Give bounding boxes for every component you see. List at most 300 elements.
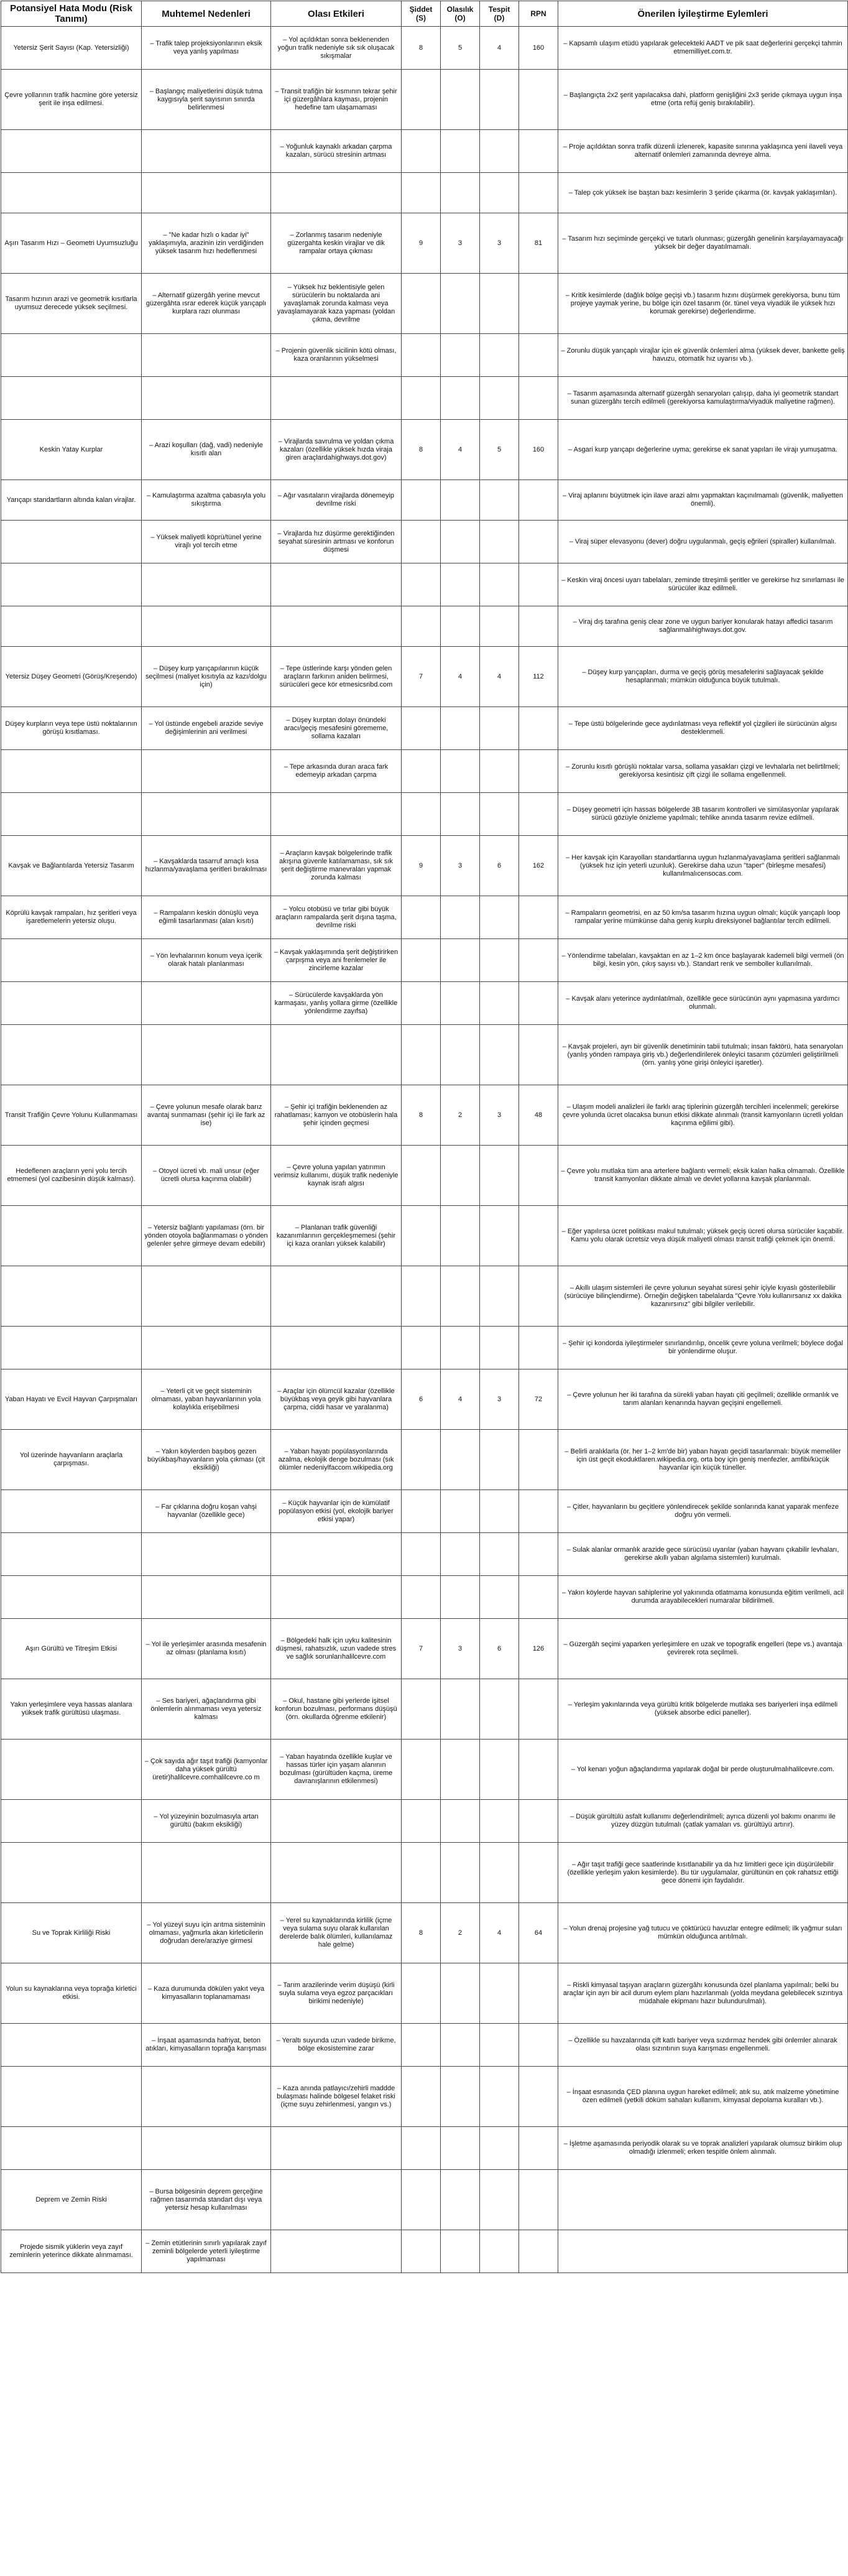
cell-cause: – Otoyol ücreti vb. mali unsur (eğer ücretli olursa kaçınma olabilir) [142,1146,271,1206]
cell-effect: – Araçlar için ölümcül kazalar (özellikle büyükbaş veya geyik gibi hayvanlara çarpma, ciddi hasar ve yaralanma) [271,1369,402,1430]
header-actions: Önerilen İyileştirme Eylemleri [558,1,848,27]
cell-occurrence [441,130,480,173]
table-row [1,1146,848,1206]
cell-action: – Kapsamlı ulaşım etüdü yapılarak gelecekteki AADT ve pik saat değerlerini gerçekçi tahmin etmemilliyet.com.tr. [558,27,848,70]
cell-effect: – Yolcu otobüsü ve tırlar gibi büyük araçların rampalarda şerit dışına taşma, devrilme riski [271,896,402,939]
cell-failure-mode [1,2024,142,2067]
cell-cause [142,1327,271,1369]
cell-severity [402,2127,441,2170]
cell-effect: – Kavşak yaklaşımında şerit değiştirirken çarpışma veya ani frenlemeler ile zincirleme kazalar [271,939,402,982]
cell-severity [402,750,441,793]
cell-severity [402,1490,441,1533]
cell-cause [142,130,271,173]
cell-failure-mode: Aşırı Gürültü ve Titreşim Etkisi [1,1619,142,1679]
table-row [1,793,848,836]
cell-severity [402,1533,441,1576]
cell-severity [402,2067,441,2127]
cell-cause: – Ses bariyeri, ağaçlandırma gibi önlemlerin alınmaması veya yetersiz kalması [142,1679,271,1740]
cell-occurrence [441,2127,480,2170]
cell-occurrence: 4 [441,647,480,707]
cell-detection [480,750,519,793]
cell-action [558,2170,848,2230]
cell-cause: – Yön levhalarının konum veya içerik olarak hatalı planlanması [142,939,271,982]
cell-action: – Düşey geometri için hassas bölgelerde 3B tasarım kontrolleri ve simülasyonlar yapılarak sürücü gözüyle önizleme yapılmalı; tehlike anında tasarım revize edilmeli. [558,793,848,836]
cell-failure-mode [1,2127,142,2170]
cell-occurrence [441,939,480,982]
cell-rpn [519,1490,558,1533]
table-row [1,1843,848,1903]
cell-action: – Eğer yapılırsa ücret politikası makul tutulmalı; yüksek geçiş ücreti olursa sürücüler kaçabilir. Kamu yolu olarak ücretsiz veya düşük maliyetli olması transit trafiği çekmek için önemli. [558,1206,848,1266]
table-row [1,521,848,563]
cell-detection: 3 [480,1085,519,1146]
cell-effect [271,563,402,606]
cell-action: – Akıllı ulaşım sistemleri ile çevre yolunun seyahat süresi şehir içiyle kıyaslı gösterilebilir (sürücüye bilinçlendirme). Örneğin değişken tabelalarda "Çevre Yolu kullanırsanız xx dakika kazanırsınız" gibi bilgiler verilebilir. [558,1266,848,1327]
cell-effect: – Araçların kavşak bölgelerinde trafik akışına güvenle katılamaması, sık sık şerit değiştirme manevraları yapmak zorunda kalması [271,836,402,896]
cell-rpn [519,334,558,377]
cell-effect: – Ağır vasıtaların virajlarda dönemeyip devrilme riski [271,480,402,521]
cell-failure-mode: Projede sismik yüklerin veya zayıf zeminlerin yeterince dikkate alınmaması. [1,2230,142,2273]
cell-severity [402,1740,441,1800]
cell-effect: – Çevre yoluna yapılan yatırımın verimsiz kullanımı, düşük trafik nedeniyle kaynak israfı algısı [271,1146,402,1206]
cell-cause: – Yol yüzeyi suyu için arıtma sisteminin olmaması, yağmurla akan kirleticilerin doğrudan dere/araziye girmesi [142,1903,271,1963]
cell-severity: 9 [402,213,441,274]
cell-rpn [519,707,558,750]
cell-failure-mode [1,1266,142,1327]
cell-detection: 4 [480,647,519,707]
cell-severity [402,1206,441,1266]
cell-action: – Kavşak alanı yeterince aydınlatılmalı, özellikle gece sürücünün aynı yapmasına yardımcı olunmalı. [558,982,848,1025]
fmea-table [1,1,848,2273]
cell-failure-mode [1,982,142,1025]
cell-failure-mode [1,1025,142,1085]
table-row [1,1800,848,1843]
cell-failure-mode [1,1490,142,1533]
cell-detection [480,2024,519,2067]
cell-rpn [519,130,558,173]
cell-severity [402,274,441,334]
cell-action: – Yönlendirme tabelaları, kavşaktan en az 1–2 km önce başlayarak kademeli bilgi vermeli (ön bilgi, kesin yön, çıkış sayısı vb.). Standart renk ve semboller kullanılmalı. [558,939,848,982]
header-mode: Potansiyel Hata Modu (Risk Tanımı) [1,1,142,27]
table-row [1,274,848,334]
table-row [1,213,848,274]
cell-occurrence [441,1533,480,1576]
cell-cause [142,334,271,377]
cell-action: – Her kavşak için Karayolları standartlarına uygun hızlanma/yavaşlama şeritleri sağlanmalı (yüksek hız için yeterli uzunluk). Gerekirse daha uzun "taper" (birleşme mesafesi) kullanılmalıcensocas.com. [558,836,848,896]
cell-occurrence [441,1430,480,1490]
cell-effect [271,1533,402,1576]
cell-occurrence: 3 [441,213,480,274]
cell-effect: – Transit trafiğin bir kısmının tekrar şehir içi güzergâhlara kayması, projenin hedefine tam ulaşamaması [271,70,402,130]
cell-detection: 6 [480,1619,519,1679]
cell-rpn: 48 [519,1085,558,1146]
cell-rpn [519,982,558,1025]
cell-detection [480,1266,519,1327]
cell-severity [402,2170,441,2230]
table-row [1,1206,848,1266]
cell-failure-mode [1,130,142,173]
cell-action: – Rampaların geometrisi, en az 50 km/sa tasarım hızına uygun olmalı; küçük yarıçaplı loop rampalar yerine mümkünse daha geniş kurplu direksiyonel bağlantılar tercih edilmeli. [558,896,848,939]
cell-occurrence [441,2170,480,2230]
table-row [1,70,848,130]
cell-occurrence [441,750,480,793]
cell-severity [402,521,441,563]
table-row [1,334,848,377]
cell-failure-mode: Deprem ve Zemin Riski [1,2170,142,2230]
cell-rpn: 64 [519,1903,558,1963]
cell-action: – Talep çok yüksek ise baştan bazı kesimlerin 3 şeride çıkarma (ör. kavşak yaklaşımları). [558,173,848,213]
cell-effect: – Virajlarda savrulma ve yoldan çıkma kazaları (özellikle yüksek hızda viraja giren araçlardahighways.dot.gov) [271,420,402,480]
cell-failure-mode [1,606,142,647]
cell-failure-mode: Kavşak ve Bağlantılarda Yetersiz Tasarım [1,836,142,896]
cell-cause [142,1533,271,1576]
cell-rpn [519,1146,558,1206]
cell-detection [480,793,519,836]
cell-detection [480,1025,519,1085]
cell-action: – Yolun drenaj projesine yağ tutucu ve çöktürücü havuzlar entegre edilmeli; ilk yağmur suları mümkün olduğunca arıtılmalı. [558,1903,848,1963]
cell-rpn [519,1025,558,1085]
cell-effect: – Yüksek hız beklentisiyle gelen sürücülerin bu noktalarda ani yavaşlamak zorunda kalması veya yavaşlamayarak kaza yapması (yoldan çıkma, devrilme [271,274,402,334]
cell-cause [142,1025,271,1085]
cell-cause: – Arazi koşulları (dağ, vadi) nedeniyle kısıtlı alan [142,420,271,480]
cell-cause: – Far çıklarına doğru koşan vahşi hayvanlar (özellikle gece) [142,1490,271,1533]
cell-occurrence [441,1963,480,2024]
cell-occurrence [441,1206,480,1266]
cell-detection [480,563,519,606]
cell-cause: – Yeterli çit ve geçit sisteminin olmaması, yaban hayvanlarının yola kolaylıkla erişebilmesi [142,1369,271,1430]
cell-detection [480,1963,519,2024]
cell-effect [271,793,402,836]
cell-failure-mode [1,1327,142,1369]
cell-action: – Çevre yolu mutlaka tüm ana arterlere bağlantı vermeli; eksik kalan halka olmamalı. Özellikle transit kamyonları dikkate almalı ve devlet yollarına kavşak planlanmalı. [558,1146,848,1206]
cell-cause [142,1843,271,1903]
table-row [1,27,848,70]
cell-occurrence: 2 [441,1903,480,1963]
cell-action: – İnşaat esnasında ÇED planına uygun hareket edilmeli; atık su, atık malzeme yönetimine özen edilmeli (yetkili döküm sahaları kullanım, kimyasal depolama kuralları vb.). [558,2067,848,2127]
cell-effect: – Düşey kurptan dolayı önündeki aracı/geçiş mesafesini görememe, sollama kazaları [271,707,402,750]
cell-cause [142,982,271,1025]
cell-rpn [519,606,558,647]
cell-cause: – Kaza durumunda dökülen yakıt veya kimyasalların toplanamaması [142,1963,271,2024]
cell-failure-mode [1,377,142,420]
cell-action: – Başlangıçta 2x2 şerit yapılacaksa dahi, platform genişliğini 2x3 şeride çıkmaya uygun inşa etme (orta refüj geniş bırakılabilir). [558,70,848,130]
table-row [1,647,848,707]
cell-occurrence [441,606,480,647]
cell-failure-mode [1,1206,142,1266]
table-row [1,836,848,896]
cell-rpn: 126 [519,1619,558,1679]
table-row [1,2127,848,2170]
cell-effect: – Yerel su kaynaklarında kirlilik (içme veya sulama suyu olarak kullanılan derelerde balık ölümleri, kullanılamaz hale gelme) [271,1903,402,1963]
cell-severity [402,1843,441,1903]
cell-cause [142,1576,271,1619]
cell-detection: 4 [480,27,519,70]
cell-failure-mode: Yolun su kaynaklarına veya toprağa kirletici etkisi. [1,1963,142,2024]
cell-severity: 6 [402,1369,441,1430]
cell-detection: 3 [480,213,519,274]
cell-severity [402,606,441,647]
cell-cause [142,750,271,793]
cell-severity [402,1146,441,1206]
cell-occurrence [441,274,480,334]
cell-occurrence: 4 [441,420,480,480]
cell-action: – Tasarım hızı seçiminde gerçekçi ve tutarlı olunması; güzergâh genelinin karşılayamayacağı yüksek bir değer dayatılmamalı. [558,213,848,274]
cell-cause: – Çok sayıda ağır taşıt trafiği (kamyonlar daha yüksek gürültü üretir)halilcevre.comhalilcevre.co m [142,1740,271,1800]
cell-cause: – Yol ile yerleşimler arasında mesafenin az olması (planlama kısıtı) [142,1619,271,1679]
cell-severity [402,1430,441,1490]
cell-detection: 5 [480,420,519,480]
cell-effect: – Yaban hayatı popülasyonlarında azalma, ekolojik denge bozulması (sık ölümler nedeniylfaccom.wikipedia.org [271,1430,402,1490]
header-detection: Tespit (D) [480,1,519,27]
cell-detection [480,939,519,982]
cell-effect: – Sürücülerde kavşaklarda yön karmaşası, yanlış yollara girme (özellikle yönlendirme zayıfsa) [271,982,402,1025]
cell-effect: – Virajlarda hız düşürme gerektiğinden seyahat süresinin artması ve konforun düşmesi [271,521,402,563]
cell-detection [480,70,519,130]
cell-rpn: 81 [519,213,558,274]
cell-rpn: 72 [519,1369,558,1430]
cell-severity [402,1327,441,1369]
cell-effect: – Kaza anında patlayıcı/zehirli maddde bulaşması halinde bölgesel felaket riski (içme suyu zehirlenmesi, yangın vs.) [271,2067,402,2127]
cell-cause: – Zemin etütlerinin sınırlı yapılarak zayıf zeminli bölgelerde yeterli iyileştirme yapılmaması [142,2230,271,2273]
cell-occurrence [441,1266,480,1327]
cell-detection: 6 [480,836,519,896]
cell-rpn: 112 [519,647,558,707]
cell-failure-mode [1,1576,142,1619]
cell-rpn [519,2024,558,2067]
header-causes: Muhtemel Nedenleri [142,1,271,27]
cell-rpn [519,1679,558,1740]
cell-effect: – Planlanan trafik güvenliği kazanımlarının gerçekleşmemesi (şehir içi kaza oranları yüksek kalabilir) [271,1206,402,1266]
cell-effect [271,1327,402,1369]
table-row [1,1619,848,1679]
cell-occurrence: 5 [441,27,480,70]
table-row [1,1369,848,1430]
table-row [1,606,848,647]
cell-rpn [519,377,558,420]
table-row [1,1490,848,1533]
cell-rpn [519,793,558,836]
cell-failure-mode [1,793,142,836]
cell-cause [142,1266,271,1327]
cell-cause: – Kavşaklarda tasarruf amaçlı kısa hızlanma/yavaşlama şeritleri bırakılması [142,836,271,896]
cell-action: – Viraj süper elevasyonu (dever) doğru uygulanmalı, geçiş eğrileri (spiraller) kullanılmalı. [558,521,848,563]
cell-rpn [519,1843,558,1903]
cell-occurrence [441,2230,480,2273]
cell-rpn [519,1576,558,1619]
cell-failure-mode [1,173,142,213]
cell-action: – Riskli kimyasal taşıyan araçların güzergâhı konusunda özel planlama yapılmalı; belki bu araçlar için ayrı bir acil durum eylem planı hazırlanmalı (yolda meydana gelebilecek sızıntıya müdahale ekipmanı hazır bulundurulmalı). [558,1963,848,2024]
header-occurrence: Olasılık (O) [441,1,480,27]
table-row [1,750,848,793]
cell-rpn [519,1800,558,1843]
cell-severity [402,793,441,836]
table-header [1,1,848,27]
cell-effect [271,1800,402,1843]
cell-severity [402,1576,441,1619]
cell-severity [402,707,441,750]
cell-severity [402,480,441,521]
cell-severity: 7 [402,1619,441,1679]
cell-effect [271,2127,402,2170]
cell-occurrence [441,173,480,213]
table-row [1,480,848,521]
table-row [1,939,848,982]
cell-action [558,2230,848,2273]
cell-failure-mode [1,1800,142,1843]
cell-severity [402,982,441,1025]
table-row [1,377,848,420]
cell-cause [142,563,271,606]
cell-failure-mode [1,1740,142,1800]
cell-action: – Keskin viraj öncesi uyarı tabelaları, zeminde titreşimli şeritler ve gerekirse hız sınırlaması ile sürücüler ikaz edilmeli. [558,563,848,606]
cell-occurrence [441,896,480,939]
table-row [1,1085,848,1146]
cell-rpn [519,521,558,563]
cell-effect: – Yeraltı suyunda uzun vadede birikme, bölge ekosistemine zarar [271,2024,402,2067]
cell-failure-mode: Hedeflenen araçların yeni yolu tercih etmemesi (yol cazibesinin düşük kalması). [1,1146,142,1206]
table-row [1,420,848,480]
cell-occurrence: 3 [441,1619,480,1679]
table-row [1,2024,848,2067]
cell-cause: – Yol yüzeyinin bozulmasıyla artan gürültü (bakım eksikliği) [142,1800,271,1843]
cell-rpn [519,1533,558,1576]
cell-cause [142,173,271,213]
cell-action: – Güzergâh seçimi yaparken yerleşimlere en uzak ve topografik engelleri (tepe vs.) avantaja çevirerek rota seçilmeli. [558,1619,848,1679]
cell-action: – Viraj dış tarafına geniş clear zone ve uygun bariyer konularak hatayı affedici tasarım sağlanmalıhighways.dot.gov. [558,606,848,647]
cell-cause [142,377,271,420]
cell-detection [480,480,519,521]
cell-failure-mode: Su ve Toprak Kirliliği Riski [1,1903,142,1963]
cell-detection [480,1800,519,1843]
cell-severity [402,1679,441,1740]
cell-effect [271,1843,402,1903]
cell-severity [402,896,441,939]
cell-effect [271,2170,402,2230]
cell-cause [142,793,271,836]
cell-severity [402,2024,441,2067]
cell-rpn [519,1206,558,1266]
cell-detection [480,130,519,173]
header-effects: Olası Etkileri [271,1,402,27]
cell-action: – Kritik kesimlerde (dağlık bölge geçişi vb.) tasarım hızını düşürmek gerekiyorsa, bunu tüm projeye yaymak yerine, bu bölge için özel tasarım (ör. tünel veya viyadük ile yüksek hızı korumak gerekirse) değerlendirme. [558,274,848,334]
cell-severity: 8 [402,420,441,480]
cell-action: – Yakın köylerde hayvan sahiplerine yol yakınında otlatmama konusunda eğitim verilmeli, acil durumda arayabilecekleri numaralar bildirilmeli. [558,1576,848,1619]
cell-failure-mode: Yetersiz Şerit Sayısı (Kap. Yetersizliği) [1,27,142,70]
cell-cause [142,2127,271,2170]
cell-effect: – Tepe arkasında duran araca fark edemeyip arkadan çarpma [271,750,402,793]
cell-severity [402,334,441,377]
cell-action: – Asgari kurp yarıçapı değerlerine uyma; gerekirse ek sanat yapıları ile virajı yumuşatma. [558,420,848,480]
cell-effect: – Okul, hastane gibi yerlerde işitsel konforun bozulması, performans düşüşü (örn. okullarda öğrenme etkilenir) [271,1679,402,1740]
cell-occurrence [441,793,480,836]
cell-detection [480,1679,519,1740]
cell-occurrence [441,1146,480,1206]
cell-effect: – Tarım arazilerinde verim düşüşü (kirli suyla sulama veya egzoz parçacıkları birikimi nedeniyle) [271,1963,402,2024]
cell-action: – Ulaşım modeli analizleri ile farklı araç tiplerinin güzergâh tercihleri incelenmeli; gerekirse çevre yolunda ücret olacaksa bunun etkisi dikkate alınmalı (transit kamyonların ücretli yoldan kaçınma eğilimi gibi). [558,1085,848,1146]
cell-severity [402,1963,441,2024]
cell-severity: 8 [402,1085,441,1146]
cell-cause: – Alternatif güzergâh yerine mevcut güzergâhta ısrar ederek küçük yarıçaplı kurplara razı olunması [142,274,271,334]
cell-action: – Çitler, hayvanların bu geçitlere yönlendirecek şekilde sonlarında kanat yaparak menfeze doğru yön vermeli. [558,1490,848,1533]
cell-rpn [519,173,558,213]
cell-failure-mode: Tasarım hızının arazi ve geometrik kısıtlarla uyumsuz derecede yüksek seçilmesi. [1,274,142,334]
cell-detection [480,896,519,939]
cell-cause: – Çevre yolunun mesafe olarak barız avantaj sunmaması (şehir içi ile fark az ise) [142,1085,271,1146]
cell-action: – Proje açıldıktan sonra trafik düzenli izlenerek, kapasite sınırına yaklaşınca yeni ilaveli veya alternatif önlemleri zamanında devreye alma. [558,130,848,173]
cell-occurrence [441,563,480,606]
cell-effect [271,173,402,213]
cell-detection [480,521,519,563]
cell-detection [480,377,519,420]
cell-occurrence: 3 [441,836,480,896]
table-body [1,27,848,2273]
table-row [1,1430,848,1490]
cell-effect: – Zorlanmış tasarım nedeniyle güzergahta keskin virajlar ve dik rampalar ortaya çıkması [271,213,402,274]
cell-effect: – Projenin güvenlik sicilinin kötü olması, kaza oranlarının yükselmesi [271,334,402,377]
cell-severity: 8 [402,1903,441,1963]
cell-failure-mode: Düşey kurpların veya tepe üstü noktalarının görüşü kısıtlaması. [1,707,142,750]
header-severity: Şiddet (S) [402,1,441,27]
cell-occurrence [441,1679,480,1740]
cell-occurrence [441,70,480,130]
cell-failure-mode [1,750,142,793]
cell-effect [271,1025,402,1085]
cell-cause [142,2067,271,2127]
cell-failure-mode [1,1843,142,1903]
cell-occurrence [441,707,480,750]
cell-rpn: 162 [519,836,558,896]
cell-failure-mode: Yakın yerleşimlere veya hassas alanlara yüksek trafik gürültüsü ulaşması. [1,1679,142,1740]
table-row [1,130,848,173]
cell-cause: – Yüksek maliyetli köprü/tünel yerine virajlı yol tercih etme [142,521,271,563]
cell-detection [480,2127,519,2170]
cell-effect [271,606,402,647]
cell-failure-mode: Yaban Hayatı ve Evcil Hayvan Çarpışmaları [1,1369,142,1430]
table-row [1,1576,848,1619]
table-row [1,1903,848,1963]
cell-occurrence [441,480,480,521]
cell-occurrence [441,1740,480,1800]
cell-cause: – Yol üstünde engebeli arazide seviye değişimlerinin ani verilmesi [142,707,271,750]
table-row [1,2067,848,2127]
cell-cause: – "Ne kadar hızlı o kadar iyi" yaklaşımıyla, arazinin izin verdiğinden yüksek tasarım hızı hedeflenmesi [142,213,271,274]
cell-rpn [519,1963,558,2024]
cell-action: – Şehir içi kondorda iyileştirmeler sınırlandırılıp, öncelik çevre yoluna verilmeli; böylece doğal bir yönlendirme oluşur. [558,1327,848,1369]
cell-cause [142,606,271,647]
cell-effect: – Küçük hayvanlar için de kümülatif popülasyon etkisi (yol, ekolojik bariyer etkisi yapar) [271,1490,402,1533]
cell-cause: – Rampaların keskin dönüşlü veya eğimli tasarlanması (alan kısıtı) [142,896,271,939]
table-row [1,1327,848,1369]
cell-action: – İşletme aşamasında periyodik olarak su ve toprak analizleri yapılarak olumsuz birikim olup olmadığı izlenmeli; erken tespitle önlem alınmalı. [558,2127,848,2170]
table-row [1,1025,848,1085]
table-row [1,2170,848,2230]
cell-severity [402,1266,441,1327]
table-row [1,1963,848,2024]
cell-cause: – Başlangıç maliyetlerini düşük tutma kaygısıyla şerit sayısının sınırda belirlenmesi [142,70,271,130]
table-row [1,707,848,750]
cell-action: – Viraj aplanını büyütmek için ilave arazi almı yapmaktan kaçınılmamalı (güvenlik, maliyetten önemli). [558,480,848,521]
cell-effect [271,2230,402,2273]
cell-action: – Zorunlu kısıtlı görüşlü noktalar varsa, sollama yasakları çizgi ve levhalarla net belirtilmeli; gerekiyorsa kesintisiz çift çizgi ile sollama engellenmeli. [558,750,848,793]
cell-occurrence [441,377,480,420]
cell-effect [271,1266,402,1327]
header-rpn: RPN [519,1,558,27]
cell-occurrence: 4 [441,1369,480,1430]
cell-detection [480,173,519,213]
cell-occurrence [441,1576,480,1619]
cell-action: – Düşük gürültülü asfalt kullanımı değerlendirilmeli; ayrıca düzenli yol bakımı onarımı ile yüzey düzgün tutulmalı (çatlak yamaları vs. gürültüyü artırır). [558,1800,848,1843]
cell-detection [480,1490,519,1533]
cell-failure-mode: Transit Trafiğin Çevre Yolunu Kullanmaması [1,1085,142,1146]
